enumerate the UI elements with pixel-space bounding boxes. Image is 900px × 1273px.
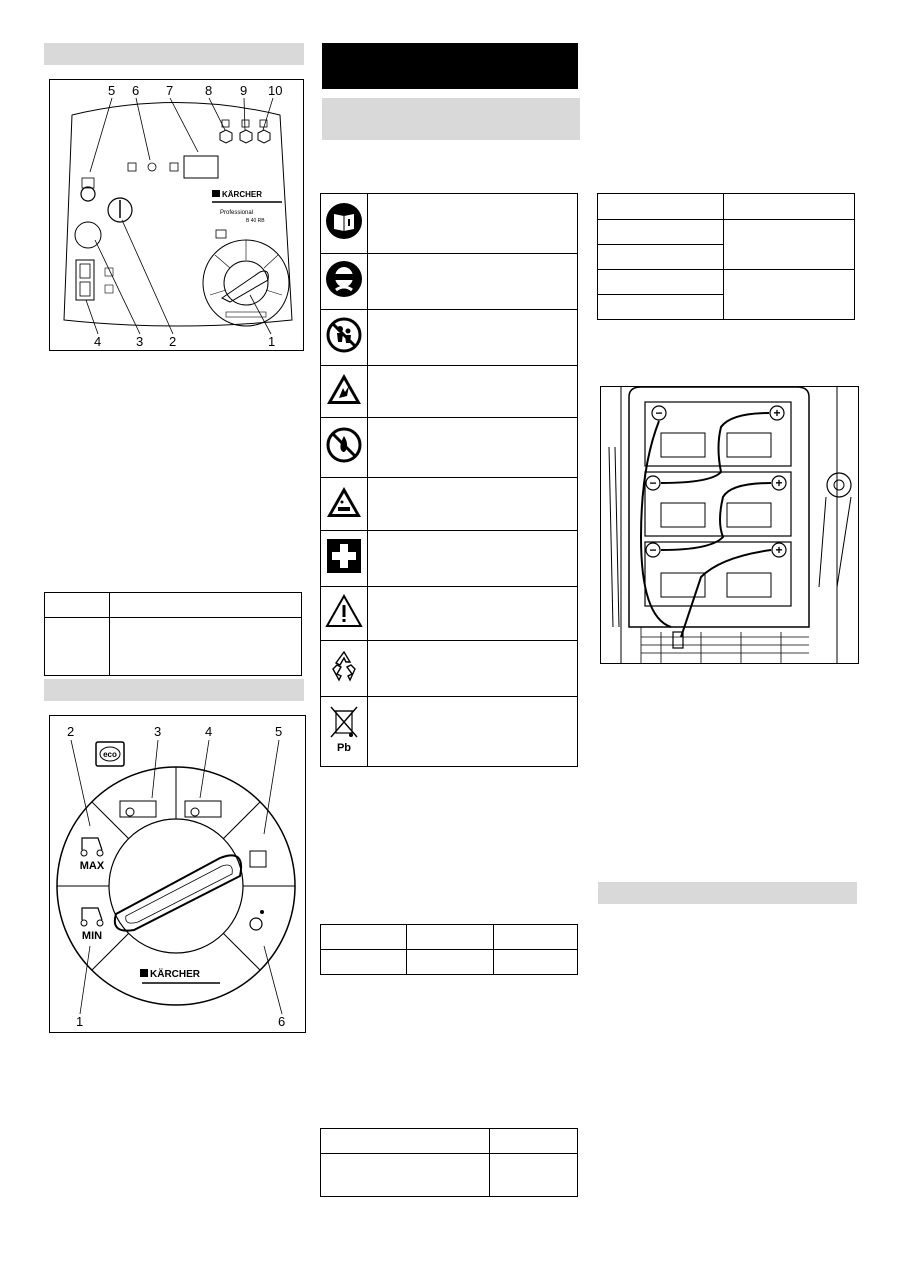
callout-5: 5 [108, 83, 116, 98]
section-header-black [322, 43, 578, 89]
max-label: MAX [79, 860, 105, 872]
battery-wiring-figure [600, 386, 859, 664]
safety-symbols-table [320, 193, 578, 767]
explosion-hazard-icon [325, 372, 363, 406]
terminal-minus-1: − [655, 406, 663, 420]
keep-children-away-icon [325, 316, 363, 354]
middle-table-2col [320, 1128, 578, 1197]
section-header-bar-safety [322, 98, 580, 140]
selector-callout-5: 5 [275, 724, 283, 739]
scrub-vacuum-icon [120, 801, 156, 817]
recycle-icon [325, 647, 363, 685]
callout-1: 1 [268, 334, 276, 349]
panel-brand-text: KÄRCHER [222, 190, 262, 199]
first-aid-icon [325, 537, 363, 575]
selector-callout-6: 6 [278, 1014, 286, 1029]
selector-callout-1: 1 [76, 1014, 84, 1029]
selector-callout-4: 4 [205, 724, 213, 739]
left-small-table [44, 592, 302, 676]
panel-model-line-1: Professional [220, 210, 254, 216]
terminal-minus-3: − [649, 543, 657, 557]
selector-callout-3: 3 [154, 724, 162, 739]
disposal-bin-icon [325, 703, 363, 755]
callout-9: 9 [240, 83, 248, 98]
selector-brand-text: KÄRCHER [150, 969, 200, 980]
eco-label: eco [103, 750, 117, 759]
terminal-plus-2: + [775, 476, 783, 490]
callout-4: 4 [94, 334, 102, 349]
middle-table-3col [320, 924, 578, 975]
callout-8: 8 [205, 83, 213, 98]
control-panel-figure [49, 79, 304, 351]
callout-2: 2 [169, 334, 177, 349]
callout-10: 10 [268, 83, 283, 98]
scrub-only-icon [250, 910, 264, 930]
scrub-water-icon [185, 801, 221, 817]
selector-callout-2: 2 [67, 724, 75, 739]
terminal-minus-2: − [649, 476, 657, 490]
selector-switch-figure [49, 715, 306, 1033]
no-fire-icon [325, 426, 363, 464]
manual-icon [325, 202, 363, 240]
right-table [597, 193, 855, 320]
callout-6: 6 [132, 83, 140, 98]
max-vacuum-icon [81, 838, 103, 856]
callout-3: 3 [136, 334, 144, 349]
min-label: MIN [81, 930, 103, 942]
callout-7: 7 [166, 83, 174, 98]
pb-label: Pb [336, 742, 352, 754]
section-header-bar-control-panel [44, 43, 304, 65]
terminal-plus-1: + [773, 406, 781, 420]
acid-burn-icon [325, 485, 363, 519]
section-header-bar-right [598, 882, 857, 904]
vacuum-only-icon [250, 851, 266, 867]
panel-model-line-2: B 40 RB [246, 218, 265, 224]
section-header-bar-selector [44, 679, 304, 701]
warning-icon [325, 594, 363, 628]
eye-protection-icon [325, 260, 363, 298]
min-vacuum-icon [81, 908, 103, 926]
terminal-plus-3: + [775, 543, 783, 557]
